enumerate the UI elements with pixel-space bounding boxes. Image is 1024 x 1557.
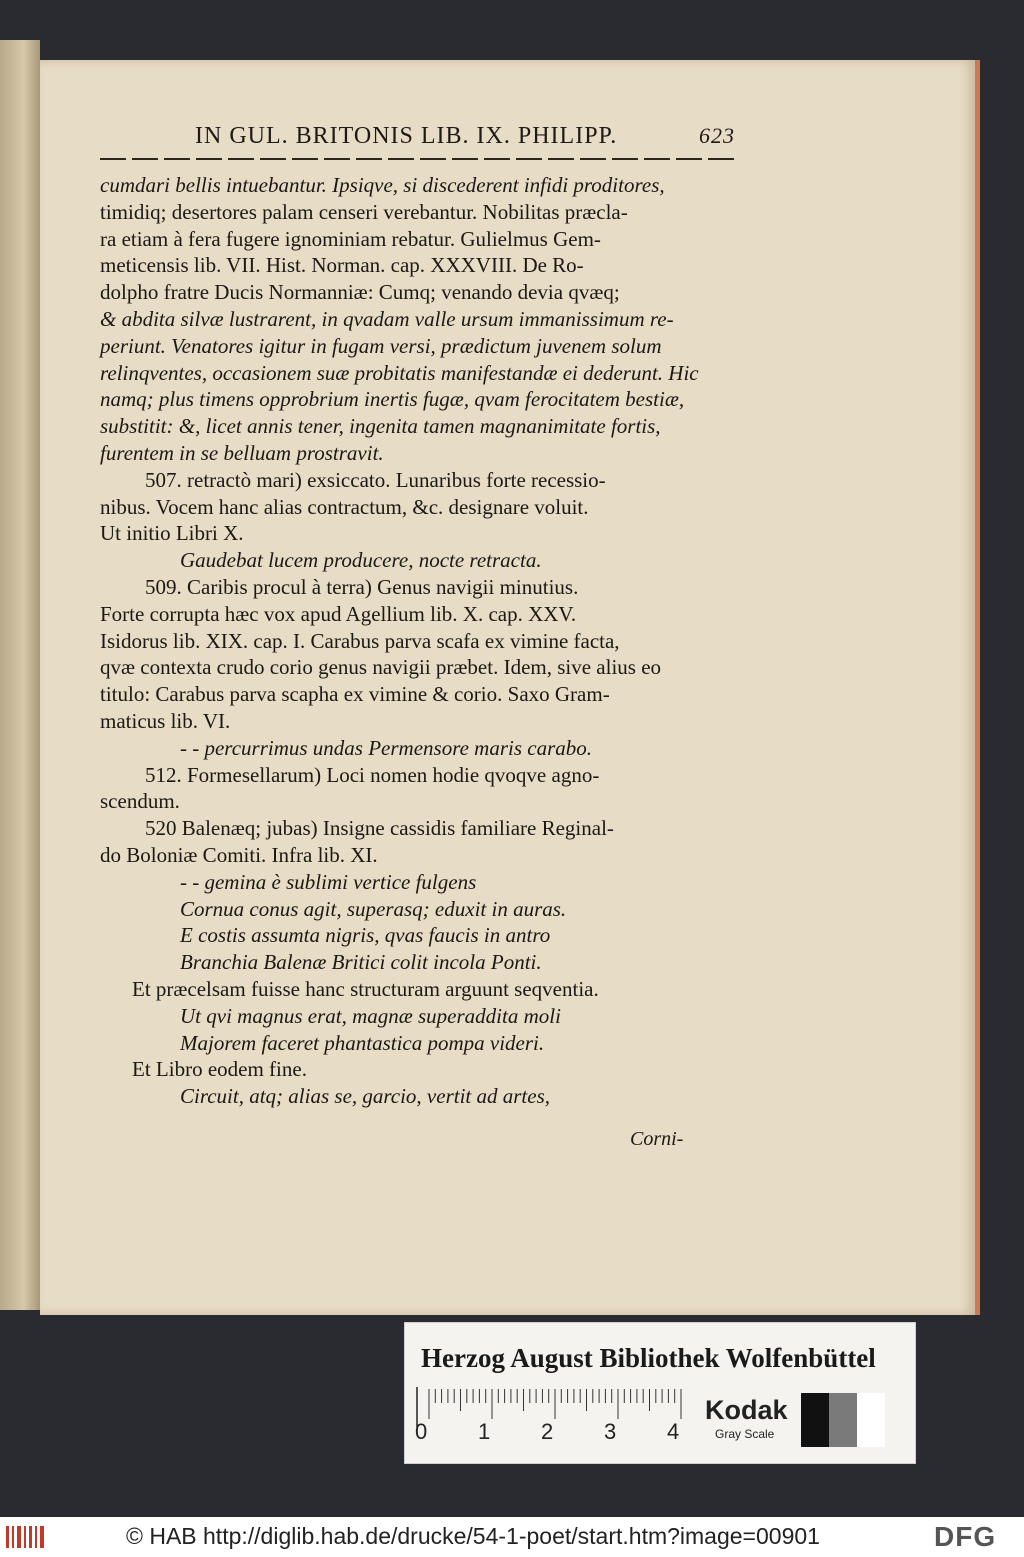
text-line: 512. Formesellarum) Loci nomen hodie qvoqve agno- bbox=[145, 762, 600, 787]
text-line: furentem in se belluam prostravit. bbox=[100, 441, 384, 465]
text-line: 507. retractò mari) exsiccato. Lunaribus forte recessio- bbox=[145, 467, 606, 492]
swatch-white bbox=[857, 1393, 885, 1447]
text-line: scendum. bbox=[100, 789, 180, 814]
kodak-logo: Kodak bbox=[705, 1395, 788, 1425]
text-line: Ut initio Libri X. bbox=[100, 521, 244, 546]
page-body bbox=[40, 60, 975, 1315]
text-line: E costis assumta nigris, qvas faucis in antro bbox=[180, 923, 551, 948]
header-rule bbox=[100, 158, 740, 160]
running-head-title: IN GUL. BRITONIS LIB. IX. PHILIPP. bbox=[195, 123, 618, 149]
text-line: periunt. Venatores igitur in fugam versi, prædictum juvenem solum bbox=[100, 333, 662, 358]
text-line: cumdari bellis intuebantur. Ipsiqve, si discederent infidi proditores, bbox=[100, 173, 665, 197]
text-line: Ut qvi magnus erat, magnæ superaddita moli bbox=[180, 1003, 561, 1028]
text-line: Et præcelsam fuisse hanc structuram arguunt seqventia. bbox=[132, 977, 599, 1001]
text-line: Forte corrupta hæc vox apud Agellium lib. X. cap. XXV. bbox=[100, 601, 577, 626]
text-line: 509. Caribis procul à terra) Genus navigii minutius. bbox=[145, 575, 579, 599]
text-line: & abdita silvæ lustrarent, in qvadam valle ursum immanissimum re- bbox=[100, 307, 674, 331]
scale-number: 3 bbox=[604, 1419, 617, 1444]
copyright-link[interactable]: © HAB http://diglib.hab.de/drucke/54-1-poet/start.htm?image=00901 bbox=[126, 1523, 820, 1549]
text-line: Isidorus lib. XIX. cap. I. Carabus parva scafa ex vimine facta, bbox=[100, 628, 620, 653]
footer-bar bbox=[0, 1517, 1024, 1557]
library-name: Herzog August Bibliothek Wolfenbüttel bbox=[421, 1343, 876, 1373]
scale-number: 0 bbox=[415, 1419, 428, 1444]
text-line: dolpho fratre Ducis Normanniæ: Cumq; venando devia qvæq; bbox=[100, 280, 620, 305]
text-line: meticensis lib. VII. Hist. Norman. cap. XXXVIII. De Ro- bbox=[100, 253, 584, 278]
text-line: Majorem faceret phantastica pompa videri. bbox=[180, 1030, 545, 1055]
hab-barcode-icon bbox=[6, 1526, 46, 1548]
text-line: nibus. Vocem hanc alias contractum, &c. designare voluit. bbox=[100, 494, 589, 519]
folio-number: 623 bbox=[699, 123, 735, 148]
running-head bbox=[195, 123, 735, 157]
scale-number: 4 bbox=[667, 1419, 680, 1444]
text-line: do Boloniæ Comiti. Infra lib. XI. bbox=[100, 843, 378, 867]
book-page bbox=[40, 60, 980, 1315]
text-line: Gaudebat lucem producere, nocte retracta. bbox=[180, 548, 542, 573]
color-target-card bbox=[404, 1322, 916, 1464]
text-line: Et Libro eodem fine. bbox=[132, 1057, 307, 1082]
text-line: 520 Balenæq; jubas) Insigne cassidis familiare Reginal- bbox=[145, 816, 614, 841]
swatch-black bbox=[801, 1393, 829, 1447]
text-line: - - gemina è sublimi vertice fulgens bbox=[180, 869, 477, 894]
ruler-scale bbox=[415, 1387, 705, 1439]
text-line: Circuit, atq; alias se, garcio, vertit ad artes, bbox=[180, 1084, 551, 1109]
text-line: Cornua conus agit, superasq; eduxit in auras. bbox=[180, 896, 567, 921]
gray-scale-label: Gray Scale bbox=[715, 1427, 775, 1441]
text-line: timidiq; desertores palam censeri verebantur. Nobilitas præcla- bbox=[100, 199, 628, 224]
scale-number: 1 bbox=[478, 1419, 491, 1444]
text-line: qvæ contexta crudo corio genus navigii præbet. Idem, sive alius eo bbox=[100, 655, 662, 680]
facing-page-edge bbox=[0, 40, 40, 1310]
scale-number: 2 bbox=[541, 1419, 554, 1444]
text-line: relinqventes, occasionem suæ probitatis manifestandæ ei dederunt. Hic bbox=[100, 360, 699, 385]
catchword: Corni- bbox=[630, 1128, 684, 1150]
text-line: - - percurrimus undas Permensore maris carabo. bbox=[180, 735, 592, 760]
text-line: Branchia Balenæ Britici colit incola Ponti. bbox=[180, 950, 542, 975]
swatch-gray bbox=[829, 1393, 857, 1447]
dfg-logo: DFG bbox=[934, 1521, 997, 1552]
text-line: substitit: &, licet annis tener, ingenita tamen magnanimitate fortis, bbox=[100, 414, 661, 439]
text-line: titulo: Carabus parva scapha ex vimine & corio. Saxo Gram- bbox=[100, 682, 610, 707]
text-line: maticus lib. VI. bbox=[100, 709, 231, 733]
text-line: namq; plus timens opprobrium inertis fugæ, qvam ferocitatem bestiæ, bbox=[100, 387, 685, 412]
text-line: ra etiam à fera fugere ignominiam rebatur. Gulielmus Gem- bbox=[100, 226, 601, 251]
